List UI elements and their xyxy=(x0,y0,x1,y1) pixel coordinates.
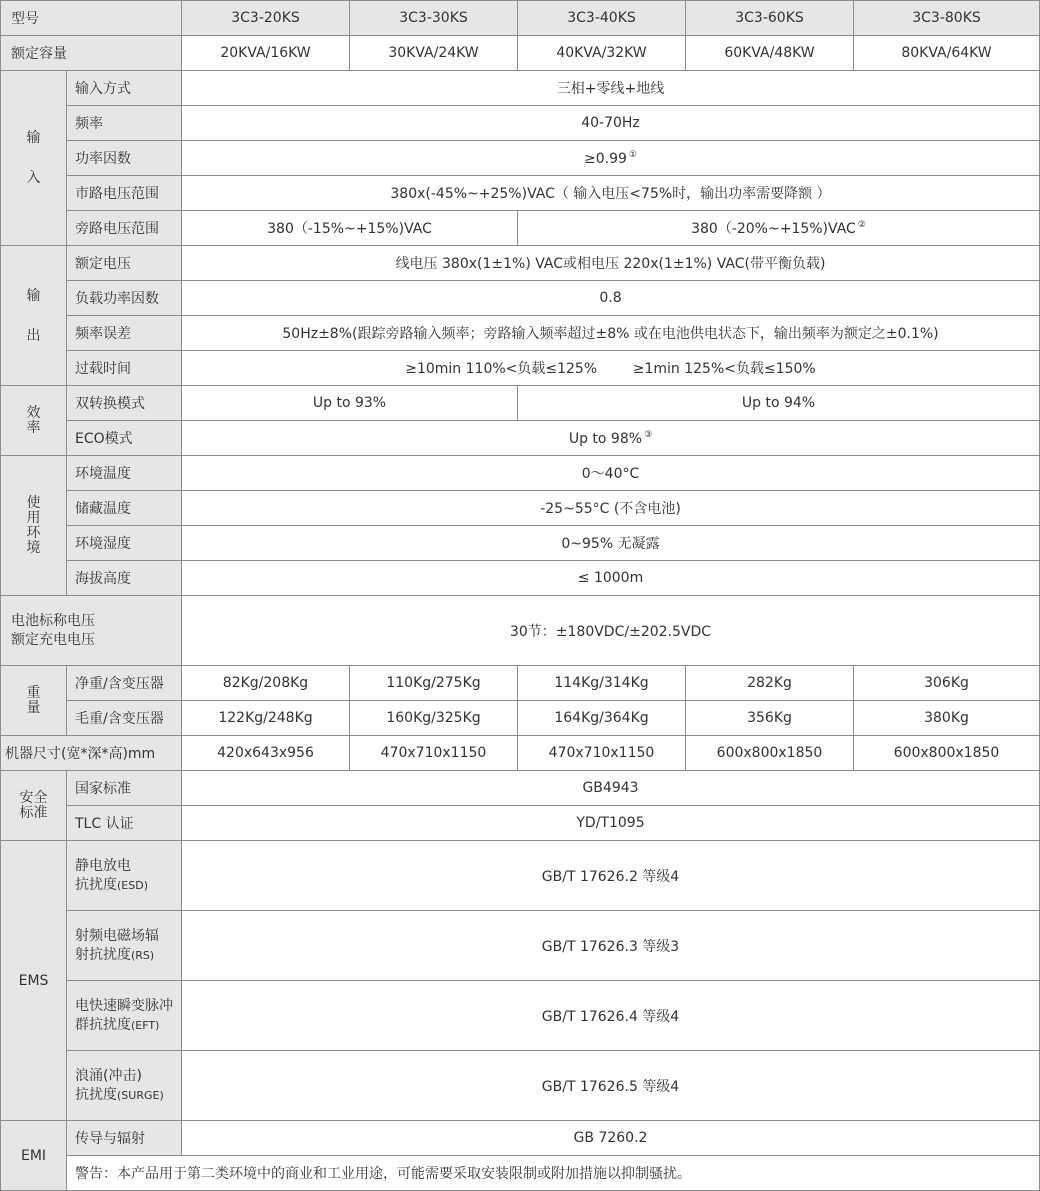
battery-value: 30节：±180VDC/±202.5VDC xyxy=(182,596,1040,666)
battery-label-line: 电池标称电压 xyxy=(11,612,95,629)
output-overload-label: 过载时间 xyxy=(67,351,182,386)
input-mode-row xyxy=(1,71,1040,106)
input-category-line: 入 xyxy=(26,170,41,186)
ems-rs-label-suffix: (RS) xyxy=(131,948,155,962)
ems-rs-label xyxy=(67,911,182,981)
env-temp-label: 环境温度 xyxy=(67,456,182,491)
ems-surge-value: GB/T 17626.5 等级4 xyxy=(182,1051,1040,1121)
dimensions-cell: 420x643x956 xyxy=(182,736,350,771)
safety-tlc-label: TLC 认证 xyxy=(67,806,182,841)
input-category xyxy=(1,71,67,246)
weight-net-row xyxy=(1,666,1040,701)
battery-label xyxy=(1,596,182,666)
weight-gross-cell: 164Kg/364Kg xyxy=(518,701,686,736)
output-overload-row xyxy=(1,351,1040,386)
header-row xyxy=(1,1,1040,36)
ems-eft-value: GB/T 17626.4 等级4 xyxy=(182,981,1040,1051)
ems-surge-row xyxy=(1,1051,1040,1121)
input-pf-cell xyxy=(182,141,1040,176)
emi-value: GB 7260.2 xyxy=(182,1121,1040,1156)
weight-gross-cell: 160Kg/325Kg xyxy=(350,701,518,736)
model-cell: 3C3-40KS xyxy=(518,1,686,36)
weight-net-cell: 82Kg/208Kg xyxy=(182,666,350,701)
output-overload-value: ≥10min 110%<负载≤125% ≥1min 125%<负载≤150% xyxy=(182,351,1040,386)
safety-national-row xyxy=(1,771,1040,806)
env-temp-value: 0～40°C xyxy=(182,456,1040,491)
output-category-line: 输 xyxy=(26,287,41,304)
capacity-cell: 60KVA/48KW xyxy=(686,36,854,71)
safety-category-line: 安全 xyxy=(19,789,48,806)
dimensions-label: 机器尺寸(宽*深*高)mm xyxy=(1,736,182,771)
model-cell: 3C3-30KS xyxy=(350,1,518,36)
emi-category: EMI xyxy=(1,1121,67,1191)
input-bypass-row xyxy=(1,211,1040,246)
model-cell: 3C3-80KS xyxy=(854,1,1040,36)
eff-double-row xyxy=(1,386,1040,421)
capacity-cell: 40KVA/32KW xyxy=(518,36,686,71)
model-cell: 3C3-20KS xyxy=(182,1,350,36)
weight-gross-cell: 122Kg/248Kg xyxy=(182,701,350,736)
input-mains-label: 市路电压范围 xyxy=(67,176,182,211)
dimensions-cell: 600x800x1850 xyxy=(854,736,1040,771)
eff-eco-cell xyxy=(182,421,1040,456)
output-voltage-row xyxy=(1,246,1040,281)
efficiency-category-line: 率 xyxy=(26,419,41,436)
input-category-line: 输 xyxy=(26,130,41,146)
input-freq-value: 40-70Hz xyxy=(182,106,1040,141)
env-altitude-label: 海拔高度 xyxy=(67,561,182,596)
weight-gross-cell: 380Kg xyxy=(854,701,1040,736)
output-voltage-label: 额定电压 xyxy=(67,246,182,281)
env-temp-row xyxy=(1,456,1040,491)
safety-tlc-row xyxy=(1,806,1040,841)
emi-row xyxy=(1,1121,1040,1156)
capacity-row xyxy=(1,36,1040,71)
input-pf-row xyxy=(1,141,1040,176)
eff-double-value-a: Up to 93% xyxy=(182,386,518,421)
ems-eft-label-line: 电快速瞬变脉冲 xyxy=(75,997,173,1014)
weight-net-label: 净重/含变压器 xyxy=(67,666,182,701)
efficiency-category-line: 效 xyxy=(26,404,41,421)
weight-net-cell: 282Kg xyxy=(686,666,854,701)
ems-category: EMS xyxy=(1,841,67,1121)
ems-esd-row xyxy=(1,841,1040,911)
dimensions-cell: 470x710x1150 xyxy=(518,736,686,771)
dimensions-row xyxy=(1,736,1040,771)
ems-esd-label-suffix: (ESD) xyxy=(117,878,148,892)
battery-label-line: 额定充电电压 xyxy=(11,631,95,648)
weight-net-cell: 114Kg/314Kg xyxy=(518,666,686,701)
input-mode-value: 三相+零线+地线 xyxy=(182,71,1040,106)
ems-rs-label-line: 射抗扰度 xyxy=(75,946,131,963)
ems-esd-value: GB/T 17626.2 等级4 xyxy=(182,841,1040,911)
ems-surge-label xyxy=(67,1051,182,1121)
env-altitude-value: ≤ 1000m xyxy=(182,561,1040,596)
emi-label: 传导与辐射 xyxy=(67,1121,182,1156)
ems-esd-label xyxy=(67,841,182,911)
environment-category xyxy=(1,456,67,596)
capacity-cell: 30KVA/24KW xyxy=(350,36,518,71)
emi-warning-row xyxy=(1,1156,1040,1191)
weight-gross-label: 毛重/含变压器 xyxy=(67,701,182,736)
output-voltage-value: 线电压 380x(1±1%) VAC或相电压 220x(1±1%) VAC(带平衡负载) xyxy=(182,246,1040,281)
capacity-label: 额定容量 xyxy=(1,36,182,71)
ems-eft-label-line: 群抗扰度 xyxy=(75,1016,131,1033)
model-label: 型号 xyxy=(1,1,182,36)
battery-row xyxy=(1,596,1040,666)
weight-net-cell: 306Kg xyxy=(854,666,1040,701)
weight-gross-cell: 356Kg xyxy=(686,701,854,736)
capacity-cell: 80KVA/64KW xyxy=(854,36,1040,71)
weight-gross-row xyxy=(1,701,1040,736)
output-freqerr-value: 50Hz±8%(跟踪旁路输入频率；旁路输入频率超过±8% 或在电池供电状态下，输出频率为额定之±0.1%) xyxy=(182,316,1040,351)
ems-surge-label-suffix: (SURGE) xyxy=(117,1088,164,1102)
environment-category-line: 用 xyxy=(26,509,41,526)
eff-eco-value: Up to 98% xyxy=(568,430,643,447)
input-mains-value: 380x(-45%~+25%)VAC（ 输入电压<75%时，输出功率需要降额 ） xyxy=(182,176,1040,211)
output-lpf-label: 负载功率因数 xyxy=(67,281,182,316)
ems-rs-label-line: 射频电磁场辐 xyxy=(75,927,159,944)
input-freq-row xyxy=(1,106,1040,141)
output-freqerr-label: 频率误差 xyxy=(67,316,182,351)
weight-category-line: 量 xyxy=(26,699,41,716)
weight-net-cell: 110Kg/275Kg xyxy=(350,666,518,701)
input-bypass-value-a: 380（-15%~+15%)VAC xyxy=(182,211,518,246)
env-humidity-label: 环境湿度 xyxy=(67,526,182,561)
emi-warning: 警告：本产品用于第二类环境中的商业和工业用途，可能需要采取安装限制或附加措施以抑制骚扰。 xyxy=(67,1156,1040,1191)
ems-eft-row xyxy=(1,981,1040,1051)
environment-category-line: 环 xyxy=(26,524,41,541)
dimensions-cell: 600x800x1850 xyxy=(686,736,854,771)
safety-category xyxy=(1,771,67,841)
ems-rs-value: GB/T 17626.3 等级3 xyxy=(182,911,1040,981)
env-humidity-value: 0~95% 无凝露 xyxy=(182,526,1040,561)
safety-tlc-value: YD/T1095 xyxy=(182,806,1040,841)
ems-esd-label-line: 抗扰度 xyxy=(75,876,117,893)
environment-category-line: 境 xyxy=(26,539,41,556)
input-pf-value: ≥0.99 xyxy=(584,150,627,167)
environment-category-line: 使 xyxy=(26,494,41,511)
footnote-mark: ③ xyxy=(644,429,653,440)
output-category xyxy=(1,246,67,386)
input-mode-label: 输入方式 xyxy=(67,71,182,106)
input-freq-label: 频率 xyxy=(67,106,182,141)
ems-eft-label-suffix: (EFT) xyxy=(131,1018,160,1032)
safety-national-label: 国家标准 xyxy=(67,771,182,806)
ems-surge-label-line: 抗扰度 xyxy=(75,1086,117,1103)
ems-rs-row xyxy=(1,911,1040,981)
footnote-mark: ① xyxy=(628,149,637,160)
weight-category xyxy=(1,666,67,736)
ems-eft-label xyxy=(67,981,182,1051)
input-pf-label: 功率因数 xyxy=(67,141,182,176)
env-humidity-row xyxy=(1,526,1040,561)
output-freqerr-row xyxy=(1,316,1040,351)
safety-category-line: 标准 xyxy=(19,804,48,821)
input-mains-row xyxy=(1,176,1040,211)
model-cell: 3C3-60KS xyxy=(686,1,854,36)
env-storage-label: 储藏温度 xyxy=(67,491,182,526)
safety-national-value: GB4943 xyxy=(182,771,1040,806)
input-bypass-value-b: 380（-20%~+15%)VAC xyxy=(691,221,856,237)
footnote-mark: ② xyxy=(857,220,866,230)
env-altitude-row xyxy=(1,561,1040,596)
env-storage-row xyxy=(1,491,1040,526)
output-category-line: 出 xyxy=(26,327,41,344)
eff-double-value-b: Up to 94% xyxy=(518,386,1040,421)
output-lpf-row xyxy=(1,281,1040,316)
input-bypass-cell-b xyxy=(518,211,1040,246)
output-lpf-value: 0.8 xyxy=(182,281,1040,316)
dimensions-cell: 470x710x1150 xyxy=(350,736,518,771)
eff-eco-label: ECO模式 xyxy=(67,421,182,456)
env-storage-value: -25~55°C (不含电池) xyxy=(182,491,1040,526)
ems-esd-label-line: 静电放电 xyxy=(75,857,131,874)
eff-eco-row xyxy=(1,421,1040,456)
weight-category-line: 重 xyxy=(26,684,41,701)
capacity-cell: 20KVA/16KW xyxy=(182,36,350,71)
eff-double-label: 双转换模式 xyxy=(67,386,182,421)
ems-surge-label-line: 浪涌(冲击) xyxy=(75,1067,142,1084)
input-bypass-label: 旁路电压范围 xyxy=(67,211,182,246)
efficiency-category xyxy=(1,386,67,456)
